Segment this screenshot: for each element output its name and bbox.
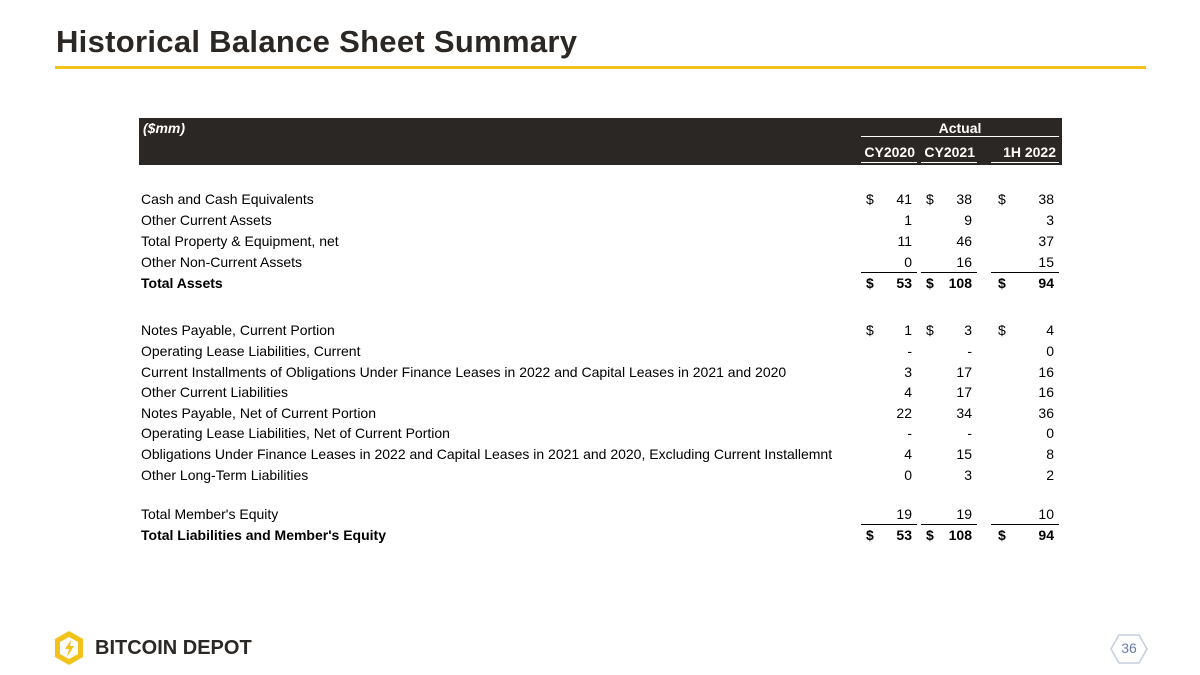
cell-value: 0 bbox=[1046, 425, 1054, 441]
cell-value: 0 bbox=[904, 254, 912, 270]
table-row bbox=[139, 341, 1062, 361]
brand-name: BITCOIN DEPOT bbox=[95, 637, 252, 659]
bitcoin-depot-logo-icon bbox=[54, 630, 84, 666]
cell-value: 16 bbox=[956, 254, 972, 270]
total-rule bbox=[991, 524, 1059, 525]
currency-symbol: $ bbox=[998, 322, 1006, 338]
row-label: Total Assets bbox=[141, 275, 223, 291]
cell-value: 16 bbox=[1038, 384, 1054, 400]
table-row bbox=[139, 210, 1062, 230]
currency-symbol: $ bbox=[926, 527, 934, 543]
cell-value: - bbox=[907, 343, 912, 359]
total-rule bbox=[921, 524, 977, 525]
cell-value: 17 bbox=[956, 364, 972, 380]
cell-value: 8 bbox=[1046, 446, 1054, 462]
cell-value: 53 bbox=[896, 527, 912, 543]
cell-value: - bbox=[967, 343, 972, 359]
row-label: Other Current Assets bbox=[141, 212, 272, 228]
cell-value: 19 bbox=[956, 506, 972, 522]
row-label: Notes Payable, Current Portion bbox=[141, 322, 335, 338]
cell-value: 9 bbox=[964, 212, 972, 228]
cell-value: 3 bbox=[964, 322, 972, 338]
cell-value: 3 bbox=[964, 467, 972, 483]
table-row bbox=[139, 504, 1062, 524]
cell-value: 19 bbox=[896, 506, 912, 522]
cell-value: 46 bbox=[956, 233, 972, 249]
cell-value: 1 bbox=[904, 322, 912, 338]
cell-value: 1 bbox=[904, 212, 912, 228]
cell-value: 108 bbox=[948, 275, 972, 291]
total-rule bbox=[861, 272, 917, 273]
table-row bbox=[139, 362, 1062, 382]
cell-value: 3 bbox=[904, 364, 912, 380]
row-label: Total Liabilities and Member's Equity bbox=[141, 527, 386, 543]
row-label: Operating Lease Liabilities, Current bbox=[141, 343, 361, 359]
cell-value: 4 bbox=[904, 384, 912, 400]
table-row bbox=[139, 465, 1062, 485]
table-header bbox=[139, 118, 1062, 165]
row-label: Total Member's Equity bbox=[141, 506, 279, 522]
row-label: Notes Payable, Net of Current Portion bbox=[141, 405, 377, 421]
cell-value: 10 bbox=[1038, 506, 1054, 522]
actual-group-rule bbox=[861, 136, 1059, 137]
cell-value: 2 bbox=[1046, 467, 1054, 483]
currency-symbol: $ bbox=[866, 191, 874, 207]
cell-value: 15 bbox=[1038, 254, 1054, 270]
cell-value: 94 bbox=[1038, 275, 1054, 291]
currency-symbol: $ bbox=[926, 322, 934, 338]
table-row bbox=[139, 320, 1062, 340]
cell-value: 38 bbox=[956, 191, 972, 207]
unit-label: ($mm) bbox=[143, 120, 186, 136]
cell-value: 53 bbox=[896, 275, 912, 291]
table-row bbox=[139, 444, 1062, 464]
total-rule bbox=[861, 524, 917, 525]
column-header-1h2022: 1H 2022 bbox=[1003, 144, 1056, 160]
row-label: Other Non-Current Assets bbox=[141, 254, 303, 270]
page-title: Historical Balance Sheet Summary bbox=[56, 24, 578, 59]
cell-value: 36 bbox=[1038, 405, 1054, 421]
cell-value: 41 bbox=[896, 191, 912, 207]
cell-value: 108 bbox=[948, 527, 972, 543]
cell-value: 11 bbox=[897, 233, 912, 249]
cell-value: 4 bbox=[1046, 322, 1054, 338]
currency-symbol: $ bbox=[866, 322, 874, 338]
cell-value: 4 bbox=[904, 446, 912, 462]
row-label: Operating Lease Liabilities, Net of Current Portion bbox=[141, 425, 450, 441]
column-header-underline bbox=[921, 162, 977, 163]
balance-sheet-table bbox=[139, 118, 1062, 543]
cell-value: 15 bbox=[956, 446, 972, 462]
page-number-badge bbox=[1110, 634, 1148, 664]
table-row bbox=[139, 525, 1062, 545]
currency-symbol: $ bbox=[998, 275, 1006, 291]
total-rule bbox=[921, 272, 977, 273]
cell-value: 0 bbox=[904, 467, 912, 483]
column-header-underline bbox=[861, 162, 917, 163]
table-row bbox=[139, 423, 1062, 443]
cell-value: 22 bbox=[896, 405, 912, 421]
cell-value: 3 bbox=[1046, 212, 1054, 228]
cell-value: - bbox=[967, 425, 972, 441]
cell-value: 38 bbox=[1038, 191, 1054, 207]
currency-symbol: $ bbox=[926, 275, 934, 291]
currency-symbol: $ bbox=[866, 527, 874, 543]
row-label: Other Current Liabilities bbox=[141, 384, 289, 400]
table-row bbox=[139, 403, 1062, 423]
currency-symbol: $ bbox=[866, 275, 874, 291]
actual-group-label: Actual bbox=[938, 120, 982, 136]
table-row bbox=[139, 273, 1062, 293]
cell-value: - bbox=[907, 425, 912, 441]
row-label: Current Installments of Obligations Under Finance Leases in 2022 and Capital Leases in 2021 and 2020 bbox=[141, 364, 787, 380]
column-header-cy2020: CY2020 bbox=[864, 144, 915, 160]
cell-value: 37 bbox=[1038, 233, 1054, 249]
table-row bbox=[139, 231, 1062, 251]
row-label: Other Long-Term Liabilities bbox=[141, 467, 309, 483]
row-label: Obligations Under Finance Leases in 2022 and Capital Leases in 2021 and 2020, Excluding Current Installemnt bbox=[141, 446, 833, 462]
title-underline bbox=[55, 66, 1146, 69]
table-row bbox=[139, 189, 1062, 209]
cell-value: 16 bbox=[1038, 364, 1054, 380]
column-header-cy2021: CY2021 bbox=[924, 144, 975, 160]
cell-value: 94 bbox=[1038, 527, 1054, 543]
cell-value: 0 bbox=[1046, 343, 1054, 359]
currency-symbol: $ bbox=[998, 191, 1006, 207]
cell-value: 17 bbox=[956, 384, 972, 400]
table-row bbox=[139, 382, 1062, 402]
currency-symbol: $ bbox=[998, 527, 1006, 543]
cell-value: 34 bbox=[956, 405, 972, 421]
column-header-underline bbox=[991, 162, 1059, 163]
row-label: Cash and Cash Equivalents bbox=[141, 191, 314, 207]
currency-symbol: $ bbox=[926, 191, 934, 207]
total-rule bbox=[991, 272, 1059, 273]
row-label: Total Property & Equipment, net bbox=[141, 233, 339, 249]
table-row bbox=[139, 252, 1062, 272]
page-number: 36 bbox=[1121, 640, 1137, 656]
